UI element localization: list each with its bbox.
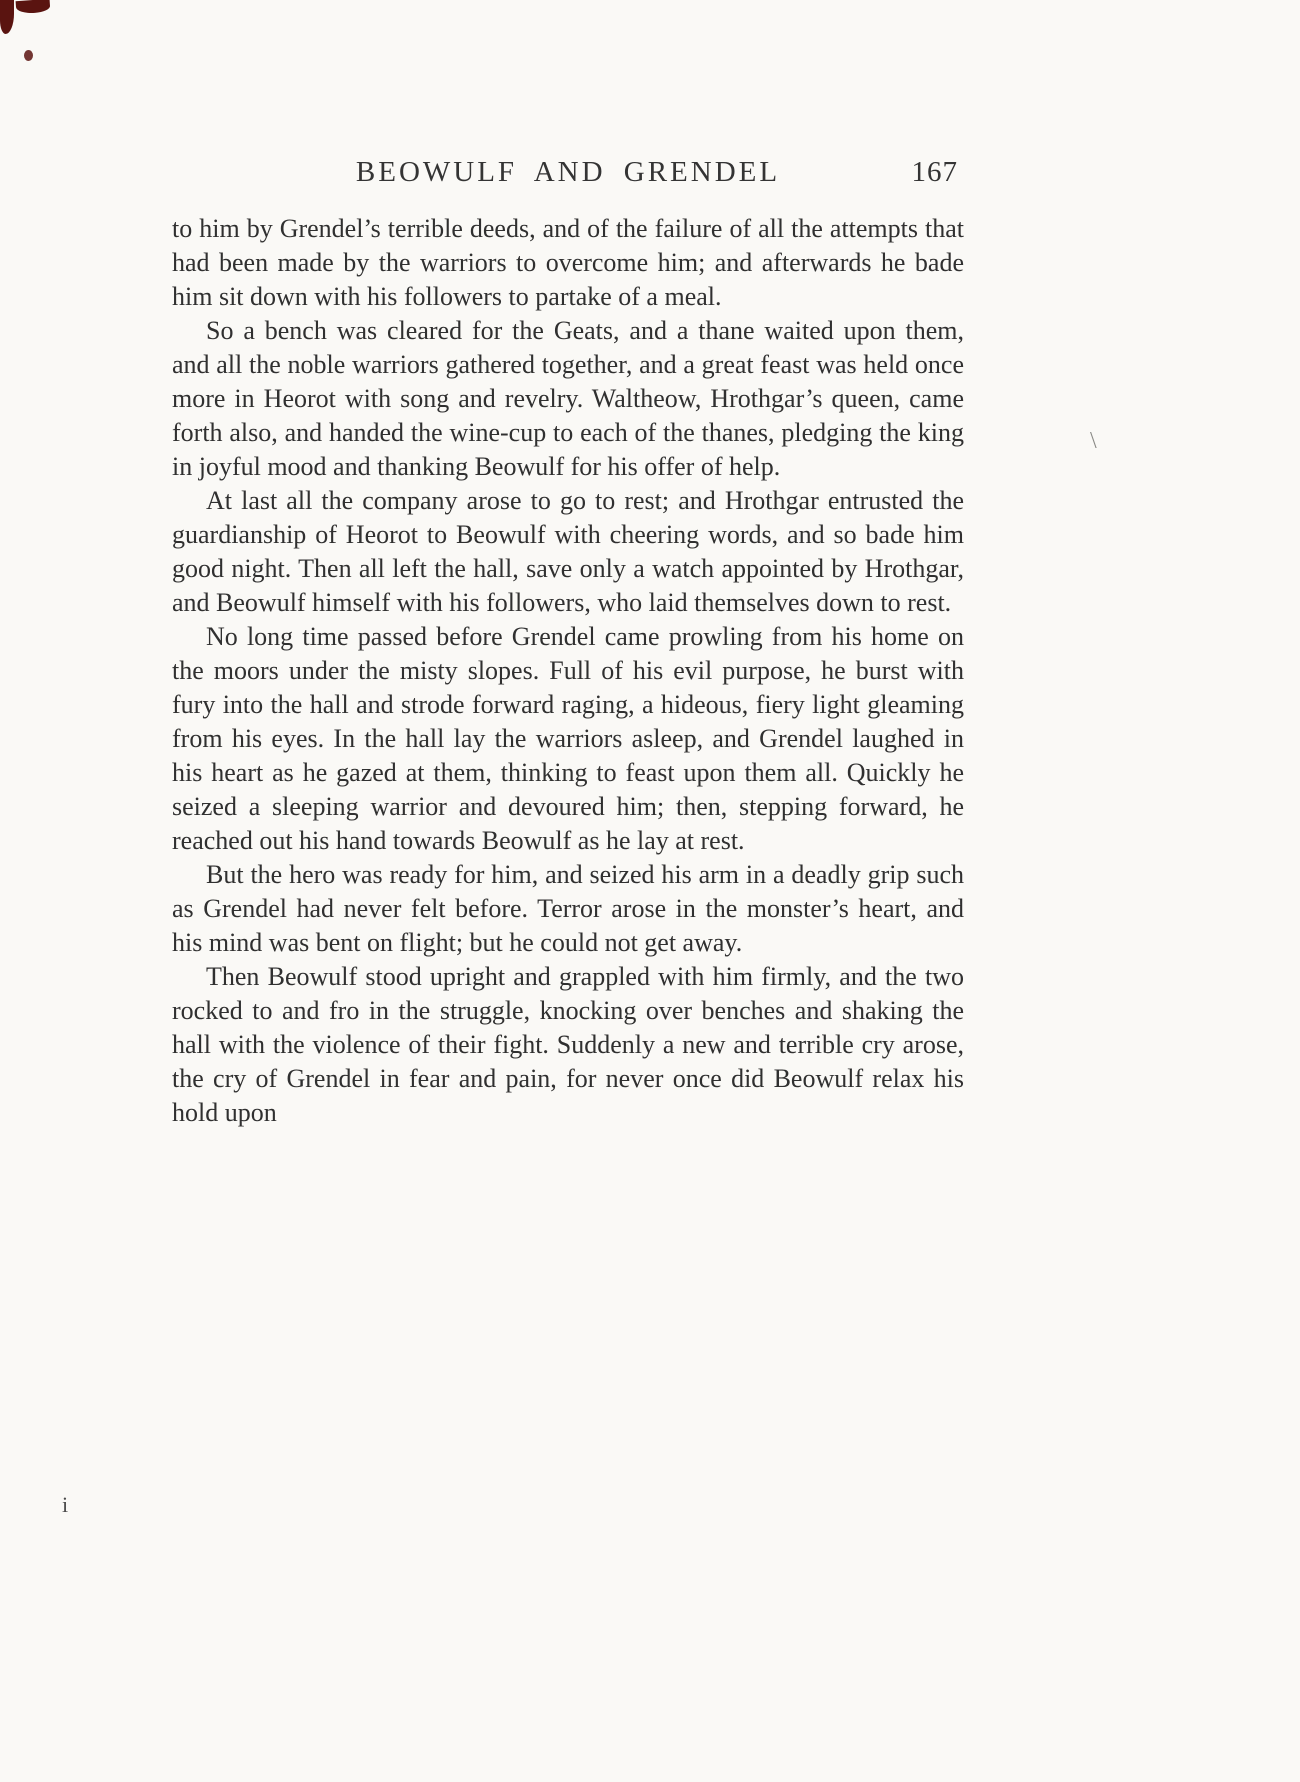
stray-mark: \ [1090,428,1097,454]
scan-edge-artifact [0,0,14,34]
page-body [172,212,964,1130]
paragraph: No long time passed before Grendel came prowling from his home on the moors under the misty slopes. Full of his evil purpose, he burst with fury into the hall and strode forward raging, a hideous, fiery light gleaming from his eyes. In the hall lay the warriors asleep, and Grendel laughed in his heart as he gazed at them, thinking to feast upon them all. Quickly he seized a sleeping warrior and devoured him; then, stepping forward, he reached out his hand towards Beowulf as he lay at rest. [172,622,964,855]
paragraph: to him by Grendel’s terrible deeds, and of the failure of all the attempts that had been made by the warriors to overcome him; and afterwards he bade him sit down with his followers to partake of a meal. [172,214,964,311]
paragraph: At last all the company arose to go to rest; and Hrothgar entrusted the guardianship of Heorot to Beowulf with cheering words, and so bade him good night. Then all left the hall, save only a watch appointed by Hrothgar, and Beowulf himself with his followers, who laid themselves down to rest. [172,486,964,617]
margin-mark: i [62,1492,69,1517]
paragraph: But the hero was ready for him, and seized his arm in a deadly grip such as Grendel had never felt before. Terror arose in the monster’s heart, and his mind was bent on flight; but he could not get away. [172,860,964,957]
page-number: 167 [911,156,958,188]
scan-edge-artifact [24,50,33,61]
page-header [172,156,964,189]
scan-edge-artifact [16,0,51,14]
running-title: BEOWULF AND GRENDEL [355,156,781,188]
paragraph: Then Beowulf stood upright and grappled with him firmly, and the two rocked to and fro in the struggle, knocking over benches and shaking the hall with the violence of their fight. Suddenly a new and terrible cry arose, the cry of Grendel in fear and pain, for never once did Beowulf relax his hold upon [172,962,964,1127]
paragraph: So a bench was cleared for the Geats, and a thane waited upon them, and all the noble warriors gathered together, and a great feast was held once more in Heorot with song and revelry. Waltheow, Hrothgar’s queen, came forth also, and handed the wine-cup to each of the thanes, pledging the king in joyful mood and thanking Beowulf for his offer of help. [172,316,964,481]
